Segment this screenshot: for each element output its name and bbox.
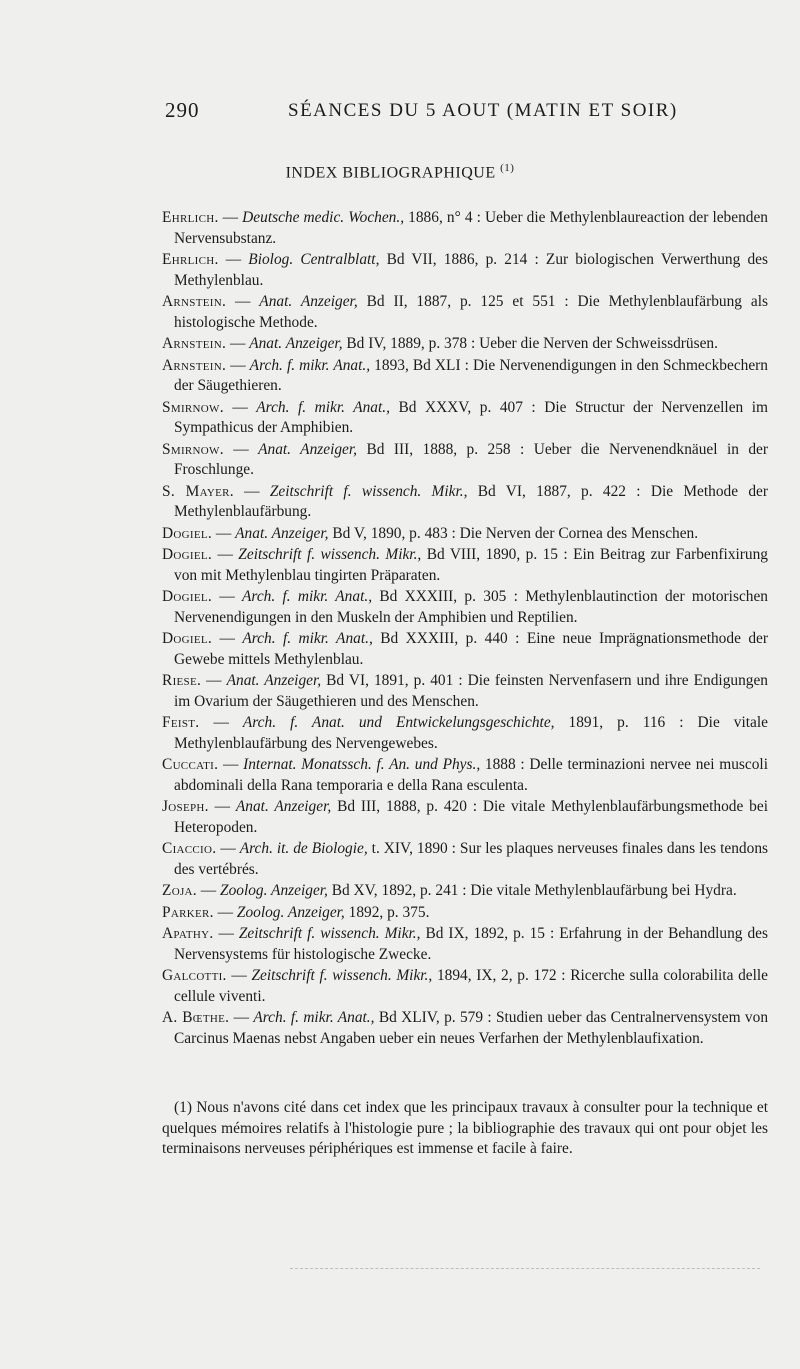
entry-journal: Arch. f. mikr. Anat., (242, 588, 373, 605)
entry-author: Dogiel. (162, 588, 213, 605)
entry-author: Dogiel. (162, 630, 213, 647)
entry-details: Bd III, 1888, p. 258 : Ueber die Nervenendknäuel in der Froschlunge. (174, 440, 768, 478)
entry-author: Apathy. (162, 925, 214, 942)
entry-details: 1888 : Delle terminazioni nervee nei muscoli abdominali della Rana temporaria e della Rana esculenta. (174, 756, 768, 794)
bibliography-entry (162, 524, 768, 545)
entry-details: Bd VII, 1886, p. 214 : Zur biologischen Verwerthung des Methylenblau. (174, 251, 768, 289)
entry-author: S. Mayer. (162, 482, 234, 500)
entry-journal: Arch. f. mikr. Anat., (242, 630, 373, 647)
entry-author: Cuccati. (162, 756, 219, 773)
bibliography-entry (162, 334, 768, 355)
entry-separator: — (233, 482, 270, 500)
bibliography-entry (162, 440, 768, 481)
bibliography-entry (162, 250, 768, 291)
entry-journal: Zeitschrift f. wissench. Mikr., (238, 546, 422, 563)
entry-separator: — (223, 398, 257, 416)
entry-separator: — (226, 356, 250, 374)
entry-separator: — (223, 440, 259, 458)
entry-author: Ciaccio. (162, 840, 217, 857)
entry-journal: Deutsche medic. Wochen., (242, 209, 405, 226)
entry-journal: Arch. f. mikr. Anat., (256, 398, 390, 416)
entry-separator: — (201, 672, 227, 689)
entry-details: 1892, p. 375. (344, 903, 430, 921)
bibliography-entry (162, 881, 768, 902)
bibliography-entry (162, 545, 768, 586)
bibliography-entry (162, 1008, 768, 1049)
entry-details: Bd VIII, 1890, p. 15 : Ein Beitrag zur Farbenfixirung von mit Methylenblau tingirten Präparaten. (174, 546, 768, 584)
entry-separator: — (226, 335, 250, 352)
footnote-marker: (1) (500, 162, 515, 174)
entry-journal: Zeitschrift f. wissench. Mikr., (269, 482, 468, 500)
entry-details: Bd II, 1887, p. 125 et 551 : Die Methylenblaufärbung als histologische Methode. (174, 293, 768, 331)
bibliography-entry (162, 966, 768, 1007)
entry-details: 1893, Bd XLI : Die Nervenendigungen in den Schmeckbechern der Säugethieren. (174, 356, 768, 394)
entry-journal: Zoolog. Anzeiger, (236, 903, 345, 921)
entry-separator: — (229, 1009, 254, 1026)
entry-author: Ehrlich. (162, 209, 219, 226)
entry-separator: — (212, 524, 236, 542)
entry-journal: Arch. f. mikr. Anat., (249, 356, 371, 374)
entry-author: A. Bœthe. (162, 1009, 230, 1026)
page-number: 290 (165, 98, 200, 122)
section-title (0, 162, 800, 182)
entry-separator: — (218, 209, 243, 226)
entry-separator: — (208, 798, 236, 815)
entry-journal: Zeitschrift f. wissench. Mikr., (251, 967, 433, 984)
entry-details: Bd XV, 1892, p. 241 : Die vitale Methylenblaufärbung bei Hydra. (327, 882, 737, 899)
page-header (165, 98, 785, 128)
entry-author: Dogiel. (162, 546, 213, 563)
entry-separator: — (226, 293, 260, 310)
entry-journal: Anat. Anzeiger, (235, 524, 329, 542)
entry-separator: — (218, 756, 244, 773)
bibliography-entry (162, 924, 768, 965)
entry-author: Arnstein. (162, 293, 227, 310)
entry-details: 1894, IX, 2, p. 172 : Ricerche sulla colorabilita delle cellule viventi. (174, 967, 768, 1005)
entry-separator: — (213, 903, 237, 921)
entry-author: Ehrlich. (162, 251, 219, 268)
entry-details: Bd XXXIII, p. 305 : Methylenblautinction der motorischen Nervenendigungen in den Muskeln der Amphibien und Reptilien. (174, 588, 768, 626)
bibliography-entry (162, 208, 768, 249)
entry-author: Smirnow. (162, 398, 224, 416)
entry-author: Dogiel. (162, 524, 213, 542)
entry-separator: — (218, 251, 249, 268)
entry-author: Arnstein. (162, 356, 227, 374)
bibliography-entry (162, 839, 768, 880)
bibliography-entry (162, 398, 768, 439)
entry-details: t. XIV, 1890 : Sur les plaques nerveuses finales dans les tendons des vertébrés. (174, 840, 769, 878)
entry-author: Galcotti. (162, 967, 227, 984)
entry-author: Feist. (162, 714, 200, 731)
entry-separator: — (216, 840, 240, 857)
entry-separator: — (212, 588, 243, 605)
bibliography-entry (162, 797, 768, 838)
entry-journal: Arch. f. mikr. Anat., (253, 1009, 375, 1026)
bibliography-entry (162, 356, 768, 397)
entry-journal: Anat. Anzeiger, (258, 440, 358, 458)
entry-details: Bd VI, 1887, p. 422 : Die Methode der Methylenblaufärbung. (174, 482, 768, 520)
entry-separator: — (226, 967, 252, 984)
entry-journal: Biolog. Centralblatt, (248, 251, 380, 268)
bottom-rule (290, 1268, 760, 1269)
entry-author: Smirnow. (162, 440, 224, 458)
entry-journal: Anat. Anzeiger, (226, 672, 322, 689)
entry-journal: Zeitschrift f. wissench. Mikr., (238, 925, 421, 942)
entry-details: Bd V, 1890, p. 483 : Die Nerven der Cornea des Menschen. (328, 524, 699, 542)
entry-journal: Arch. f. Anat. und Entwickelungsgeschichte, (242, 714, 555, 731)
entry-details: Bd XLIV, p. 579 : Studien ueber das Centralnervensystem von Carcinus Maenas nebst Angaben ueber ein neues Verfarhen der Methylenblaufixation. (174, 1009, 769, 1047)
running-title: SÉANCES DU 5 AOUT (MATIN ET SOIR) (288, 100, 678, 121)
entry-author: Zoja. (162, 882, 197, 899)
entry-journal: Anat. Anzeiger, (249, 335, 343, 352)
bibliography-list (162, 208, 768, 1050)
entry-journal: Arch. it. de Biologie, (239, 840, 368, 857)
entry-journal: Anat. Anzeiger, (235, 798, 332, 815)
entry-author: Arnstein. (162, 335, 227, 352)
entry-details: Bd IV, 1889, p. 378 : Ueber die Nerven der Schweissdrüsen. (342, 335, 718, 352)
bibliography-entry (162, 755, 768, 796)
entry-details: Bd VI, 1891, p. 401 : Die feinsten Nervenfasern und ihre Endigungen im Ovarium der Säugethieren und des Menschen. (174, 672, 768, 710)
footnote: (1) Nous n'avons cité dans cet index que les principaux travaux à consulter pour la technique et quelques mémoires relatifs à l'histologie pure ; la bibliographie des travaux qui ont pour objet les terminaisons nerveuses périphériques est immense et facile à faire. (162, 1099, 768, 1157)
section-title-text: INDEX BIBLIOGRAPHIQUE (285, 164, 496, 182)
entry-details: Bd XXXV, p. 407 : Die Structur der Nervenzellen im Sympathicus der Amphibien. (174, 398, 768, 436)
entry-details: 1886, n° 4 : Ueber die Methylenblaureaction der lebenden Nervensubstanz. (174, 209, 768, 247)
entry-details: Bd XXXIII, p. 440 : Eine neue Imprägnationsmethode der Gewebe mittels Methylenblau. (174, 630, 768, 668)
entry-journal: Internat. Monatssch. f. An. und Phys., (243, 756, 481, 773)
entry-details: Bd III, 1888, p. 420 : Die vitale Methylenblaufärbungsmethode bei Heteropoden. (174, 798, 768, 836)
bibliography-entry (162, 903, 768, 924)
entry-author: Joseph. (162, 798, 209, 815)
entry-separator: — (213, 925, 239, 942)
bibliography-entry (162, 671, 768, 712)
entry-separator: — (212, 546, 239, 563)
entry-separator: — (196, 882, 221, 899)
entry-details: 1891, p. 116 : Die vitale Methylenblaufärbung des Nervengewebes. (174, 714, 768, 752)
entry-journal: Zoolog. Anzeiger, (220, 882, 328, 899)
bibliography-entry (162, 482, 768, 523)
entry-separator: — (199, 714, 243, 731)
bibliography-entry (162, 292, 768, 333)
bibliography-entry (162, 587, 768, 628)
entry-separator: — (212, 630, 243, 647)
entry-author: Parker. (162, 903, 214, 921)
entry-details: Bd IX, 1892, p. 15 : Erfahrung in der Behandlung des Nervensystems für histologische Zwecke. (174, 925, 768, 963)
entry-author: Riese. (162, 672, 202, 689)
entry-journal: Anat. Anzeiger, (259, 293, 358, 310)
bibliography-entry (162, 713, 768, 754)
bibliography-entry (162, 629, 768, 670)
